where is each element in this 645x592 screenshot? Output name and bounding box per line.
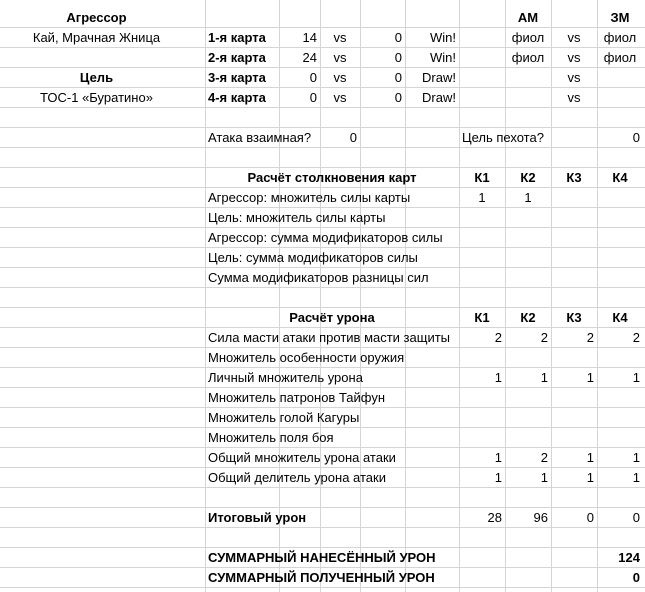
collision-row-value-k2[interactable] <box>505 228 551 248</box>
zm-header[interactable]: ЗМ <box>610 10 630 25</box>
card-result[interactable]: Win! <box>430 50 456 65</box>
card-am-suit[interactable] <box>505 88 551 108</box>
column-header-k1[interactable]: К1 <box>474 170 490 185</box>
total-damage-label[interactable]: Итоговый урон <box>208 510 307 525</box>
card-vs[interactable]: vs <box>333 50 347 65</box>
collision-row-value-k1[interactable] <box>459 248 505 268</box>
damage-row-value-k2[interactable] <box>505 388 551 408</box>
card-result[interactable]: Draw! <box>422 70 456 85</box>
total-damage-k4[interactable]: 0 <box>632 510 640 525</box>
card-vs[interactable]: vs <box>333 30 347 45</box>
card-label[interactable]: 4-я карта <box>208 90 266 105</box>
collision-row-value-k3[interactable] <box>551 188 597 208</box>
damage-row-label[interactable]: Сила масти атаки против масти защиты <box>208 330 451 345</box>
damage-row-value-k2[interactable]: 1 <box>540 370 548 385</box>
damage-row-value-k3[interactable] <box>551 428 597 448</box>
aggressor-name[interactable]: Кай, Мрачная Жница <box>32 30 161 45</box>
card-vs2[interactable]: vs <box>567 90 581 105</box>
damage-row-value-k3[interactable] <box>551 408 597 428</box>
collision-row-label[interactable]: Цель: множитель силы карты <box>208 210 386 225</box>
card-vs[interactable]: vs <box>333 70 347 85</box>
collision-row-value-k4[interactable] <box>597 228 643 248</box>
dealt-damage-value[interactable]: 124 <box>618 550 640 565</box>
damage-row-value-k1[interactable]: 2 <box>494 330 502 345</box>
column-header-k3[interactable]: К3 <box>566 170 582 185</box>
column-header-k2[interactable]: К2 <box>520 310 536 325</box>
received-damage-value[interactable]: 0 <box>632 570 640 585</box>
column-header-k2[interactable]: К2 <box>520 170 536 185</box>
damage-row-value-k1[interactable]: 1 <box>494 450 502 465</box>
grid-col-line <box>459 0 460 592</box>
damage-row-value-k1[interactable] <box>459 348 505 368</box>
damage-row-value-k1[interactable] <box>459 428 505 448</box>
target-label[interactable]: Цель <box>79 70 114 85</box>
collision-row-value-k4[interactable] <box>597 208 643 228</box>
damage-row-value-k2[interactable]: 2 <box>540 330 548 345</box>
collision-row-value-k4[interactable] <box>597 188 643 208</box>
damage-row-label[interactable]: Общий делитель урона атаки <box>208 470 386 485</box>
card-result[interactable]: Draw! <box>422 90 456 105</box>
column-header-k1[interactable]: К1 <box>474 310 490 325</box>
total-damage-k1[interactable]: 28 <box>487 510 502 525</box>
collision-row-value-k2[interactable] <box>505 248 551 268</box>
collision-row-value-k4[interactable] <box>597 268 643 288</box>
mutual-attack-label[interactable]: Атака взаимная? <box>208 130 312 145</box>
card-label[interactable]: 2-я карта <box>208 50 266 65</box>
damage-row-value-k3[interactable]: 1 <box>586 450 594 465</box>
card-am-suit[interactable]: фиол <box>511 50 545 65</box>
card-aggressor-value[interactable]: 0 <box>309 70 317 85</box>
damage-row-label[interactable]: Множитель поля боя <box>208 430 334 445</box>
collision-row-value-k2[interactable] <box>505 208 551 228</box>
damage-row-value-k3[interactable]: 1 <box>586 470 594 485</box>
total-damage-k3[interactable]: 0 <box>586 510 594 525</box>
damage-row-value-k4[interactable]: 1 <box>632 370 640 385</box>
damage-row-value-k1[interactable] <box>459 388 505 408</box>
damage-row-label[interactable]: Множитель голой Кагуры <box>208 410 360 425</box>
collision-row-value-k3[interactable] <box>551 268 597 288</box>
collision-row-value-k3[interactable] <box>551 208 597 228</box>
column-header-k4[interactable]: К4 <box>612 170 628 185</box>
card-target-value[interactable]: 0 <box>394 70 402 85</box>
card-aggressor-value[interactable]: 0 <box>309 90 317 105</box>
infantry-target-value[interactable]: 0 <box>632 130 640 145</box>
card-am-suit[interactable] <box>505 68 551 88</box>
damage-row-value-k2[interactable]: 2 <box>540 450 548 465</box>
damage-row-value-k4[interactable] <box>597 408 643 428</box>
damage-row-value-k4[interactable] <box>597 348 643 368</box>
damage-row-value-k3[interactable] <box>551 388 597 408</box>
card-zm-suit[interactable] <box>597 88 643 108</box>
dealt-damage-label[interactable]: СУММАРНЫЙ НАНЕСЁННЫЙ УРОН <box>208 550 436 565</box>
damage-row-value-k4[interactable]: 1 <box>632 470 640 485</box>
card-vs[interactable]: vs <box>333 90 347 105</box>
collision-row-value-k1[interactable] <box>459 268 505 288</box>
card-aggressor-value[interactable]: 14 <box>302 30 317 45</box>
card-label[interactable]: 1-я карта <box>208 30 266 45</box>
damage-row-label[interactable]: Личный множитель урона <box>208 370 363 385</box>
collision-row-value-k2[interactable]: 1 <box>524 190 532 205</box>
card-am-suit[interactable]: фиол <box>511 30 545 45</box>
damage-row-value-k2[interactable]: 1 <box>540 470 548 485</box>
collision-row-value-k1[interactable] <box>459 228 505 248</box>
card-target-value[interactable]: 0 <box>394 30 402 45</box>
damage-row-label[interactable]: Множитель патронов Тайфун <box>208 390 386 405</box>
aggressor-label[interactable]: Агрессор <box>66 10 127 25</box>
column-header-k3[interactable]: К3 <box>566 310 582 325</box>
card-vs2[interactable]: vs <box>567 70 581 85</box>
damage-row-label[interactable]: Общий множитель урона атаки <box>208 450 396 465</box>
collision-row-value-k1[interactable]: 1 <box>478 190 486 205</box>
card-zm-suit[interactable] <box>597 68 643 88</box>
damage-row-value-k2[interactable] <box>505 348 551 368</box>
damage-row-value-k3[interactable] <box>551 348 597 368</box>
card-result[interactable]: Win! <box>430 30 456 45</box>
damage-title[interactable]: Расчёт урона <box>289 310 375 325</box>
card-vs2[interactable]: vs <box>567 50 581 65</box>
damage-row-value-k1[interactable] <box>459 408 505 428</box>
collision-row-label[interactable]: Сумма модификаторов разницы сил <box>208 270 429 285</box>
card-target-value[interactable]: 0 <box>394 90 402 105</box>
collision-row-value-k1[interactable] <box>459 208 505 228</box>
collision-row-value-k2[interactable] <box>505 268 551 288</box>
collision-row-label[interactable]: Агрессор: множитель силы карты <box>208 190 411 205</box>
card-vs2[interactable]: vs <box>567 30 581 45</box>
damage-row-value-k4[interactable]: 1 <box>632 450 640 465</box>
damage-row-value-k3[interactable]: 2 <box>586 330 594 345</box>
damage-row-value-k3[interactable]: 1 <box>586 370 594 385</box>
damage-row-value-k1[interactable]: 1 <box>494 470 502 485</box>
am-header[interactable]: АМ <box>517 10 539 25</box>
damage-row-value-k4[interactable]: 2 <box>632 330 640 345</box>
damage-row-value-k2[interactable] <box>505 408 551 428</box>
collision-row-label[interactable]: Цель: сумма модификаторов силы <box>208 250 418 265</box>
collision-title[interactable]: Расчёт столкновения карт <box>247 170 417 185</box>
damage-row-label[interactable]: Множитель особенности оружия <box>208 350 405 365</box>
damage-row-value-k4[interactable] <box>597 388 643 408</box>
collision-row-label[interactable]: Агрессор: сумма модификаторов силы <box>208 230 443 245</box>
column-header-k4[interactable]: К4 <box>612 310 628 325</box>
collision-row-value-k3[interactable] <box>551 228 597 248</box>
infantry-target-label[interactable]: Цель пехота? <box>462 130 544 145</box>
card-aggressor-value[interactable]: 24 <box>302 50 317 65</box>
collision-row-value-k3[interactable] <box>551 248 597 268</box>
damage-row-value-k4[interactable] <box>597 428 643 448</box>
card-zm-suit[interactable]: фиол <box>603 30 637 45</box>
damage-row-value-k1[interactable]: 1 <box>494 370 502 385</box>
total-damage-k2[interactable]: 96 <box>533 510 548 525</box>
card-target-value[interactable]: 0 <box>394 50 402 65</box>
mutual-attack-value[interactable]: 0 <box>349 130 357 145</box>
collision-row-value-k4[interactable] <box>597 248 643 268</box>
damage-row-value-k2[interactable] <box>505 428 551 448</box>
target-name[interactable]: ТОС-1 «Буратино» <box>40 90 153 105</box>
card-zm-suit[interactable]: фиол <box>603 50 637 65</box>
card-label[interactable]: 3-я карта <box>208 70 266 85</box>
received-damage-label[interactable]: СУММАРНЫЙ ПОЛУЧЕННЫЙ УРОН <box>208 570 435 585</box>
